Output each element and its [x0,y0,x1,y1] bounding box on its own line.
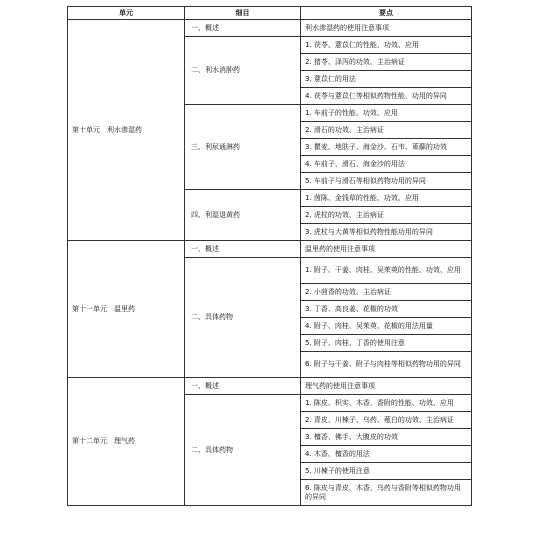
unit-cell: 第十一单元 温里药 [68,241,185,378]
header-row [68,7,472,20]
point-cell: 利水渗湿药的使用注意事项 [301,20,472,37]
point-cell: 4. 木香、檀香的用法 [301,446,472,463]
unit-cell: 第十单元 利水渗湿药 [68,20,185,241]
table-row [68,20,472,37]
syllabus-table [67,6,472,506]
sub-cell: 一、概述 [185,378,301,395]
point-cell: 2. 猪苓、泽泻的功效、主治病证 [301,54,472,71]
point-cell: 1. 茯苓、薏苡仁的性能、功效、应用 [301,37,472,54]
point-cell: 理气药的使用注意事项 [301,378,472,395]
point-cell: 6. 陈皮与青皮，木香、乌药与香附等相似药物功用的异同 [301,480,472,506]
header-point: 要点 [301,7,472,20]
sub-cell: 二、具体药物 [185,258,301,378]
table-row [68,378,472,395]
point-cell: 1. 车前子的性能、功效、应用 [301,105,472,122]
point-cell: 4. 车前子、滑石、海金沙的用法 [301,156,472,173]
sub-cell: 二、具体药物 [185,395,301,506]
sub-cell: 二、利水消肿药 [185,37,301,105]
point-cell: 2. 青皮、川楝子、乌药、薤白的功效、主治病证 [301,412,472,429]
header-unit: 单元 [68,7,185,20]
point-cell: 5. 车前子与滑石等相似药物功用的异同 [301,173,472,190]
point-cell: 3. 檀香、佛手、大腹皮的功效 [301,429,472,446]
table-row [68,241,472,258]
point-cell: 1. 茵陈、金钱草的性能、功效、应用 [301,190,472,207]
point-cell: 4. 附子、肉桂、吴茱萸、花椒的用法用量 [301,318,472,335]
point-cell: 1. 陈皮、枳实、木香、香附的性能、功效、应用 [301,395,472,412]
point-cell: 3. 虎杖与大黄等相似药物性能功用的异同 [301,224,472,241]
point-cell: 2. 滑石的功效、主治病证 [301,122,472,139]
point-cell: 3. 丁香、高良姜、花椒的功效 [301,301,472,318]
sub-cell: 四、利湿退黄药 [185,190,301,241]
point-cell: 2. 虎杖的功效、主治病证 [301,207,472,224]
sub-cell: 一、概述 [185,241,301,258]
header-sub: 细目 [185,7,301,20]
point-cell: 4. 茯苓与薏苡仁等相似药物性能、功用的异同 [301,88,472,105]
point-cell: 2. 小茴香的功效、主治病证 [301,284,472,301]
sub-cell: 三、利尿通淋药 [185,105,301,190]
sub-cell: 一、概述 [185,20,301,37]
point-cell: 3. 瞿麦、地肤子、海金沙、石韦、萆薢的功效 [301,139,472,156]
point-cell: 温里药的使用注意事项 [301,241,472,258]
point-cell: 1. 附子、干姜、肉桂、吴茱萸的性能、功效、应用 [301,258,472,284]
point-cell: 5. 川楝子的使用注意 [301,463,472,480]
unit-cell: 第十二单元 理气药 [68,378,185,506]
point-cell: 5. 附子、肉桂、丁香的使用注意 [301,335,472,352]
point-cell: 3. 薏苡仁的用法 [301,71,472,88]
point-cell: 6. 附子与干姜、附子与肉桂等相似药物功用的异同 [301,352,472,378]
